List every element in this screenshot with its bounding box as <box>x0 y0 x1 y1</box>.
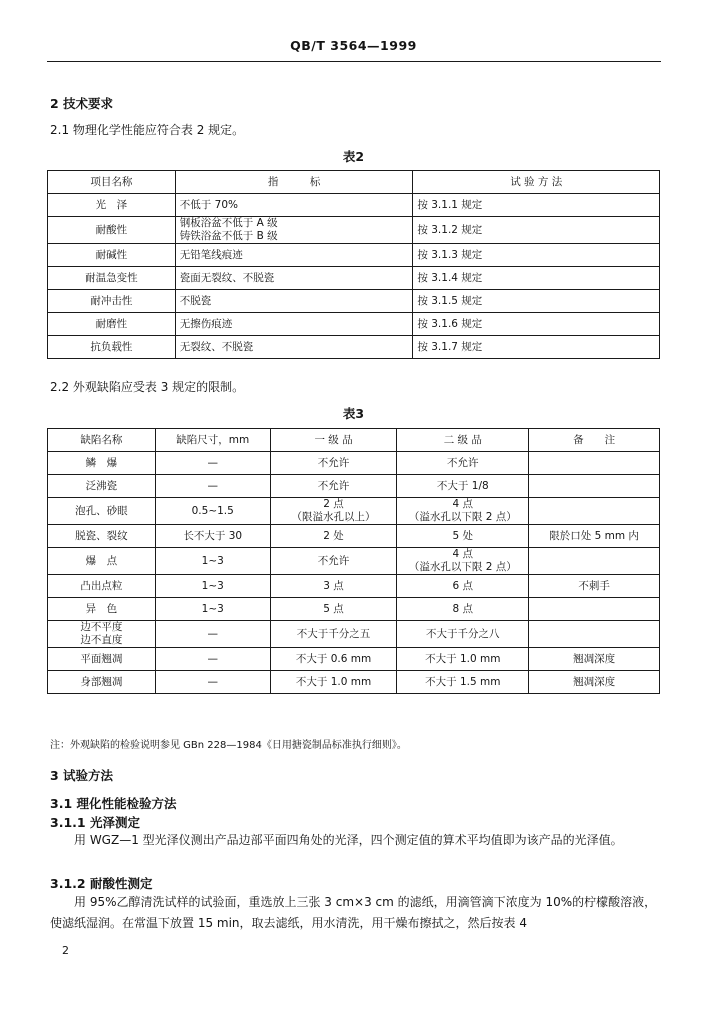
table-cell: 身部翘凋 <box>48 671 156 694</box>
table-cell: 不刺手 <box>529 575 660 598</box>
table-cell: 3 点 <box>270 575 397 598</box>
table-cell: 不允许 <box>270 475 397 498</box>
table-cell: — <box>155 452 270 475</box>
table-cell: 耐酸性 <box>48 217 176 244</box>
table-2-caption: 表2 <box>342 149 365 164</box>
table-cell: 5 点 <box>270 598 397 621</box>
table-cell: 不大于千分之八 <box>397 621 529 648</box>
table-cell <box>529 452 660 475</box>
table-row <box>48 267 660 290</box>
clause-2-1: 2.1 物理化学性能应符合表 2 规定。 <box>50 123 245 137</box>
table-cell: 1~3 <box>155 548 270 575</box>
table-cell: 不允许 <box>270 548 397 575</box>
table-cell: 1~3 <box>155 575 270 598</box>
table-cell: 按 3.1.5 规定 <box>413 290 660 313</box>
table-cell: 按 3.1.2 规定 <box>413 217 660 244</box>
table-cell: 不脱瓷 <box>175 290 413 313</box>
table-cell: 不大于 1.0 mm <box>270 671 397 694</box>
table-cell: 按 3.1.6 规定 <box>413 313 660 336</box>
table-cell: 0.5~1.5 <box>155 498 270 525</box>
table-cell: 凸出点粒 <box>48 575 156 598</box>
table-cell: 5 处 <box>397 525 529 548</box>
clause-3-1: 3.1 理化性能检验方法 <box>50 796 177 811</box>
table-row <box>48 525 660 548</box>
table-cell: 不低于 70% <box>175 194 413 217</box>
table-3-caption: 表3 <box>342 406 365 421</box>
table-cell: 异 色 <box>48 598 156 621</box>
table-cell: 不大于 1.0 mm <box>397 648 529 671</box>
table-row <box>48 244 660 267</box>
table-cell: 不允许 <box>397 452 529 475</box>
page-number: 2 <box>62 944 69 957</box>
table-row <box>48 217 660 244</box>
table-cell: 钢板浴盆不低于 A 级 铸铁浴盆不低于 B 级 <box>175 217 413 244</box>
table-cell: 爆 点 <box>48 548 156 575</box>
section-3-title: 3 试验方法 <box>50 768 114 783</box>
table-cell: 鳞 爆 <box>48 452 156 475</box>
table-cell: 翘凋深度 <box>529 648 660 671</box>
table-cell <box>529 475 660 498</box>
table-cell: 不大于 0.6 mm <box>270 648 397 671</box>
table-cell: 耐碱性 <box>48 244 176 267</box>
table-cell: 不大于千分之五 <box>270 621 397 648</box>
table-3 <box>47 428 660 694</box>
table-row <box>48 498 660 525</box>
column-header: 项目名称 <box>48 171 176 194</box>
table-cell: 2 处 <box>270 525 397 548</box>
table-row <box>48 336 660 359</box>
table-cell: 泛沸瓷 <box>48 475 156 498</box>
column-header: 缺陷尺寸，mm <box>155 429 270 452</box>
table-row <box>48 575 660 598</box>
table-cell <box>529 548 660 575</box>
table-cell <box>529 498 660 525</box>
clause-3-1-2: 3.1.2 耐酸性测定 <box>50 876 153 891</box>
table-cell: — <box>155 648 270 671</box>
table-2 <box>47 170 660 359</box>
table-cell: 耐磨性 <box>48 313 176 336</box>
table-cell: 按 3.1.3 规定 <box>413 244 660 267</box>
table-row <box>48 648 660 671</box>
table-cell: 长不大于 30 <box>155 525 270 548</box>
column-header: 一 级 品 <box>270 429 397 452</box>
column-header: 备 注 <box>529 429 660 452</box>
table-cell: 耐冲击性 <box>48 290 176 313</box>
table-cell: 脱瓷、裂纹 <box>48 525 156 548</box>
table-cell: 耐温急变性 <box>48 267 176 290</box>
table-cell: 按 3.1.1 规定 <box>413 194 660 217</box>
section-2-title: 2 技术要求 <box>50 96 114 111</box>
table-cell <box>529 598 660 621</box>
column-header: 试 验 方 法 <box>413 171 660 194</box>
table-row <box>48 475 660 498</box>
table-cell: 不允许 <box>270 452 397 475</box>
table-cell: 4 点 （溢水孔以下限 2 点） <box>397 498 529 525</box>
table-cell: — <box>155 671 270 694</box>
table-cell: — <box>155 475 270 498</box>
table-row <box>48 313 660 336</box>
table-cell: 边不平度 边不直度 <box>48 621 156 648</box>
table-cell: 光 泽 <box>48 194 176 217</box>
table-header-row <box>48 171 660 194</box>
table-cell: 无裂纹、不脱瓷 <box>175 336 413 359</box>
table-cell: 6 点 <box>397 575 529 598</box>
table-cell: 平面翘凋 <box>48 648 156 671</box>
table-row <box>48 548 660 575</box>
table-cell: 无擦伤痕迹 <box>175 313 413 336</box>
table-cell: 8 点 <box>397 598 529 621</box>
column-header: 指 标 <box>175 171 413 194</box>
table-cell <box>529 621 660 648</box>
table-cell: 限於口处 5 mm 内 <box>529 525 660 548</box>
table-row <box>48 598 660 621</box>
table-cell: 不大于 1/8 <box>397 475 529 498</box>
page-header: QB/T 3564—1999 <box>290 38 417 53</box>
table-cell: 2 点 （限溢水孔以上） <box>270 498 397 525</box>
table-row <box>48 671 660 694</box>
table-cell: 4 点 （溢水孔以下限 2 点） <box>397 548 529 575</box>
column-header: 二 级 品 <box>397 429 529 452</box>
paragraph-3-1-1: 用 WGZ—1 型光泽仪测出产品边部平面四角处的光泽，四个测定值的算术平均值即为该产品的光泽值。 <box>74 833 623 847</box>
table-cell: 瓷面无裂纹、不脱瓷 <box>175 267 413 290</box>
table-cell: 泡孔、砂眼 <box>48 498 156 525</box>
clause-2-2: 2.2 外观缺陷应受表 3 规定的限制。 <box>50 380 245 394</box>
table-row <box>48 194 660 217</box>
clause-3-1-1: 3.1.1 光泽测定 <box>50 815 140 830</box>
table-cell: — <box>155 621 270 648</box>
table-row <box>48 621 660 648</box>
table-header-row <box>48 429 660 452</box>
table-row <box>48 452 660 475</box>
column-header: 缺陷名称 <box>48 429 156 452</box>
table-cell: 1~3 <box>155 598 270 621</box>
table-3-note: 注：外观缺陷的检验说明参见 GBn 228—1984《日用搪瓷制品标准执行细则》。 <box>50 740 407 751</box>
table-cell: 不大于 1.5 mm <box>397 671 529 694</box>
table-cell: 按 3.1.7 规定 <box>413 336 660 359</box>
table-cell: 无铅笔线痕迹 <box>175 244 413 267</box>
paragraph-3-1-2: 用 95%乙醇清洗试样的试验面，重选放上三张 3 cm×3 cm 的滤纸，用滴管滴下浓度为 10%的柠檬酸溶液，使滤纸湿润。在常温下放置 15 min，取去滤纸，用水清洗，用干燥布擦拭之，然后按表 4 <box>50 895 657 930</box>
table-cell: 按 3.1.4 规定 <box>413 267 660 290</box>
header-rule <box>47 61 661 62</box>
table-cell: 抗负载性 <box>48 336 176 359</box>
table-row <box>48 290 660 313</box>
table-cell: 翘凋深度 <box>529 671 660 694</box>
